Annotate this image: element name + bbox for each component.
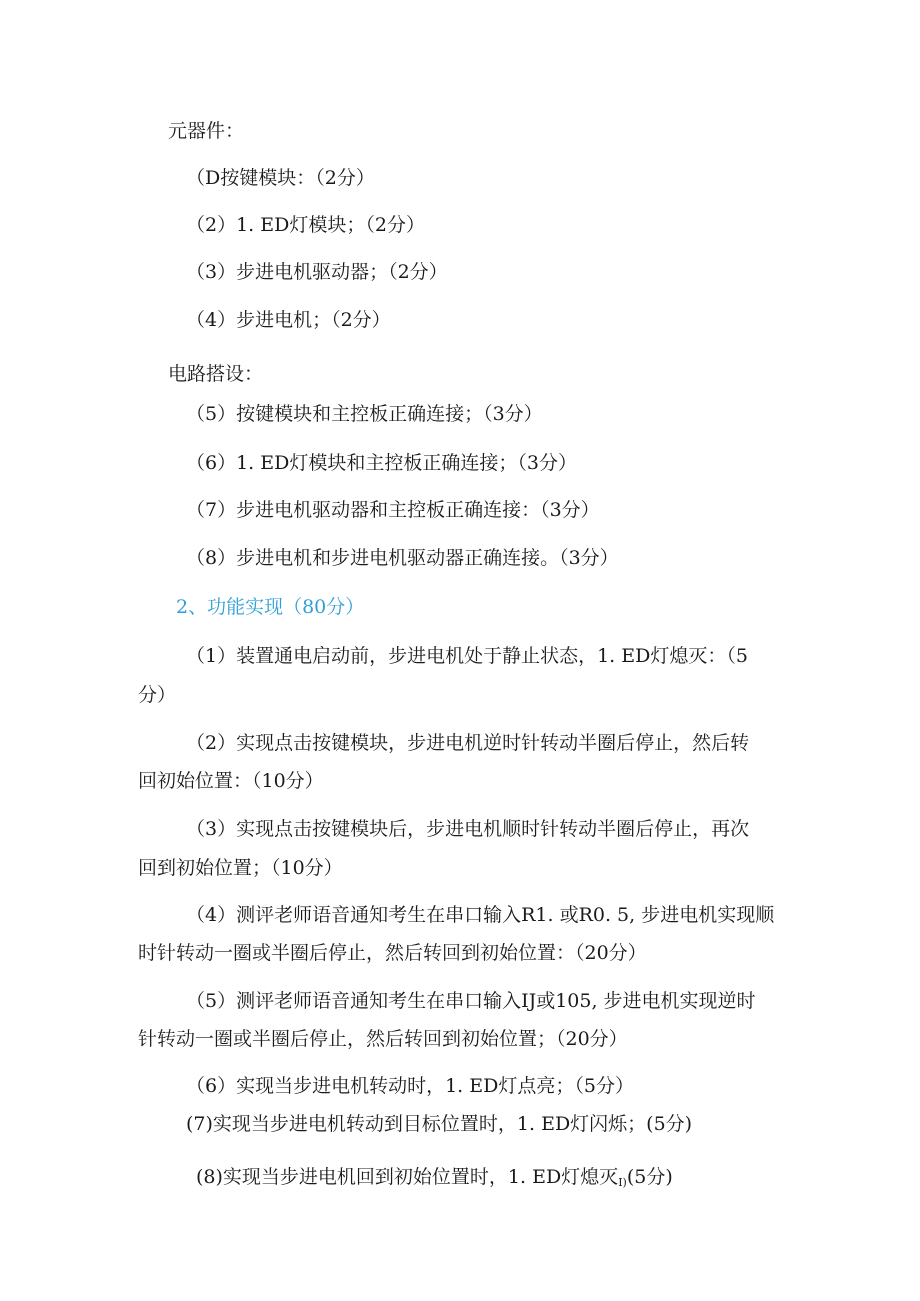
function-item-2-line-1: （2）实现点击按键模块，步进电机逆时针转动半圈后停止，然后转: [186, 732, 750, 754]
function-item-3-line-2: 回到初始位置；（10分）: [138, 857, 343, 879]
function-item-8-text: (8)实现当步进电机回到初始位置时，1. ED灯熄灭: [196, 1166, 619, 1188]
component-item-1: （D按键模块：（2分）: [186, 167, 375, 189]
circuit-item-8: （8）步进电机和步进电机驱动器正确连接。（3分）: [186, 547, 619, 569]
function-item-4-line-1: （4）测评老师语音通知考生在串口输入R1. 或R0. 5, 步进电机实现顺: [186, 904, 775, 926]
components-heading: 元器件：: [168, 120, 245, 142]
function-item-1-line-1: （1）装置通电启动前，步进电机处于静止状态，1. ED灯熄灭：（5: [186, 645, 748, 667]
circuit-item-5: （5）按键模块和主控板正确连接；（3分）: [186, 403, 543, 425]
component-item-4: （4）步进电机；（2分）: [186, 309, 391, 331]
circuit-item-7: （7）步进电机驱动器和主控板正确连接：（3分）: [186, 499, 600, 521]
function-item-8-sub: I): [618, 1176, 627, 1189]
function-item-8: [196, 1164, 673, 1196]
function-item-8-score: (5分): [626, 1166, 673, 1188]
circuit-item-6: （6）1. ED灯模块和主控板正确连接；（3分）: [186, 452, 577, 474]
function-heading: 2、功能实现（80分）: [176, 596, 365, 618]
component-item-2: （2）1. ED灯模块；（2分）: [186, 214, 425, 236]
function-item-2-line-2: 回初始位置：（10分）: [138, 770, 324, 792]
function-item-6: （6）实现当步进电机转动时，1. ED灯点亮；（5分）: [186, 1075, 634, 1097]
function-item-5-line-2: 针转动一圈或半圈后停止，然后转回到初始位置；（20分）: [138, 1028, 628, 1050]
circuit-heading: 电路搭设：: [168, 363, 264, 385]
function-item-5-line-1: （5）测评老师语音通知考生在串口输入IJ或105, 步进电机实现逆时: [186, 990, 756, 1012]
function-item-7: (7)实现当步进电机转动到目标位置时，1. ED灯闪烁；(5分): [186, 1113, 693, 1135]
function-item-1-line-2: 分）: [138, 684, 177, 706]
function-item-3-line-1: （3）实现点击按键模块后，步进电机顺时针转动半圈后停止，再次: [186, 818, 750, 840]
function-item-4-line-2: 时针转动一圈或半圈后停止，然后转回到初始位置：（20分）: [138, 942, 647, 964]
component-item-3: （3）步进电机驱动器；（2分）: [186, 261, 448, 283]
